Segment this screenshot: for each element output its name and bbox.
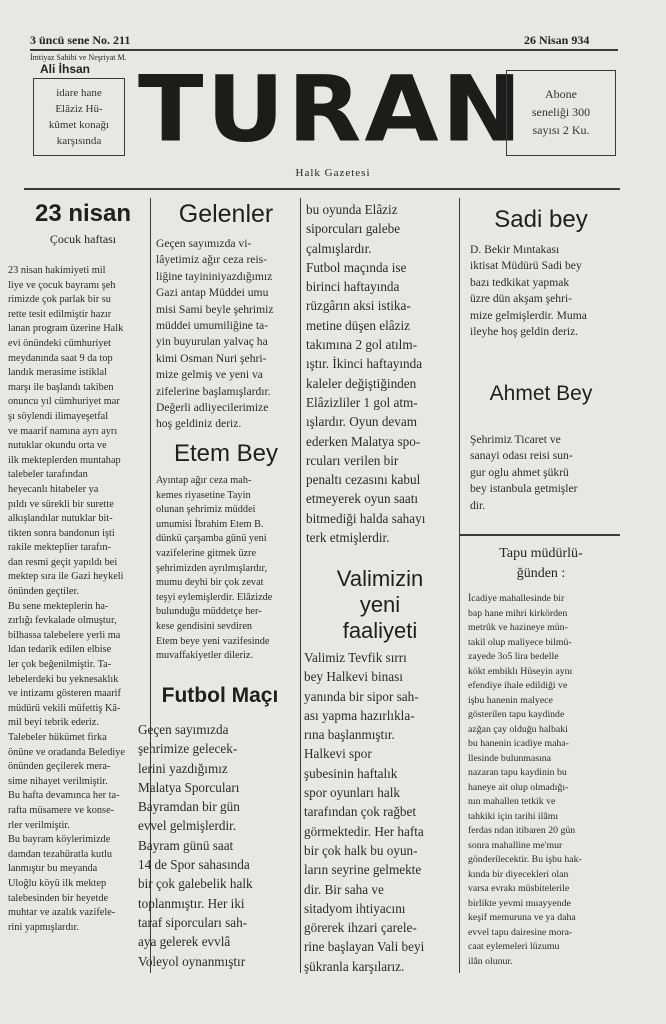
top-rule (30, 49, 618, 51)
text-line: vazifelerine gitmek üzre (156, 547, 257, 559)
title-line: Valimizin (336, 566, 424, 591)
text-line: nutuklar okundu orta ve (8, 440, 107, 452)
text-line: çalmışlardır. (306, 240, 372, 256)
column-divider (300, 198, 301, 973)
text-line: Gazi antap Müddei umu (156, 286, 269, 300)
masthead-rule (24, 188, 620, 190)
admin-line: kûmet konağı (48, 119, 110, 131)
text-line: ilân olunur. (468, 955, 513, 967)
text-line: Bu hafta devamınca her ta- (8, 790, 120, 802)
text-line: Bayramdan bir gün (138, 799, 240, 815)
text-line: ferdas ndan itibaren 20 gün (468, 825, 576, 836)
text-line: işbu hanenin malyece (468, 694, 553, 706)
text-line: şubesinin haftalık (304, 765, 398, 781)
text-line: haneye ait olup olmadığı- (468, 781, 569, 793)
text-line: Bayram günü saat (138, 837, 234, 853)
issue-date: 26 Nisan 934 (524, 33, 590, 47)
text-line: bey Halkevi binası (304, 669, 403, 685)
text-line: hoş geldiniz deriz. (156, 417, 242, 431)
article-title-ahmet-bey: Ahmet Bey (489, 382, 593, 405)
masthead-title: TURAN (138, 55, 525, 163)
text-line: rakile mekteplier tarafın- (8, 542, 111, 554)
text-line: siporcuları galebe (306, 221, 401, 237)
text-line: rüzgârın aksi istika- (306, 298, 411, 314)
text-line: ıştır. İkinci haftayında (306, 356, 423, 372)
text-line: ışlardır. Oyun devam (306, 414, 417, 430)
text-line: lebelerdeki bu yeknesaklık (8, 673, 119, 685)
issue-number: 3 üncü sene No. 211 (30, 33, 131, 47)
title-line: faaliyeti (342, 618, 418, 643)
text-line: caat eylemeleri lüzumu (468, 941, 560, 952)
column-divider (459, 198, 460, 973)
text-line: Bu sene mekteplerin ha- (8, 600, 109, 612)
text-line: Voleyol oynanmıştır (138, 953, 246, 969)
article-title-23-nisan: 23 nisan (34, 200, 132, 227)
text-line: 23 nisan hakimiyeti mil (8, 265, 106, 276)
subscription-line: sayısı 2 Ku. (532, 123, 590, 137)
text-line: bey istanbula getmişler (470, 482, 578, 496)
text-line: keşif memuruna ve ya daha (468, 912, 576, 923)
article-title-etem-bey: Etem Bey (173, 440, 279, 467)
article-body-ahmet-bey (470, 432, 620, 522)
text-line: rine başlayan Vali beyi (304, 939, 425, 955)
article-title-futbol-maci: Futbol Maçı (161, 684, 279, 707)
text-line: aya gelerek evvlâ (138, 934, 231, 950)
text-line: kese gendisini sevdiren (156, 620, 253, 632)
title-line: Tapu müdürlü- (499, 546, 583, 561)
text-line: azğan çay olduğu halbaki (468, 723, 568, 735)
article-body-etem-bey (156, 474, 298, 674)
article-title-gelenler: Gelenler (178, 200, 274, 228)
text-line: önünden geçilerek mera- (8, 761, 111, 773)
text-line: müdürü vekili müfettiş Kâ- (8, 702, 121, 714)
owner-label: İmtiyaz Sahibi ve Neşriyat M. (30, 53, 127, 62)
text-line: bulunduğu müddetçe her- (156, 606, 262, 618)
text-line: müddei umumiliğine ta- (156, 319, 269, 333)
text-line: Futbol maçında ise (306, 259, 407, 275)
text-line: önüne ve oradanda Belediye (8, 746, 125, 758)
article-title-sadi-bey: Sadi bey (494, 206, 588, 233)
text-line: ve maarif namına ayrı ayrı (8, 425, 118, 437)
text-line: birinci haftayında (306, 279, 400, 295)
text-line: pıldı ve sürekli bir surette (8, 498, 114, 510)
text-line: evvel gelmişlerdir. (138, 818, 237, 834)
text-line: tikten sonra bandonun işti (8, 527, 115, 539)
text-line: nazaran tapu kaydinin bu (468, 767, 567, 778)
text-line: zayede 3o5 lira bedelle (468, 651, 559, 662)
text-line: dünkü çarşamba günü yeni (156, 533, 267, 545)
text-line: şehrimize gelecek- (138, 741, 238, 757)
text-line: zifelerine başlamışlardır. (156, 384, 271, 398)
text-line: toplanmıştır. Her iki (138, 895, 245, 911)
article-body-sadi-bey (470, 242, 620, 352)
text-line: liğine tayininiyazdığımız (156, 269, 273, 283)
text-line: llesinde bulunmasına (468, 752, 551, 764)
text-line: bazı tedkikat yapmak (470, 275, 570, 289)
text-line: bilhassa talebelere yerli ma (8, 629, 121, 641)
text-line: lâyetimiz ağır ceza reis- (156, 253, 268, 267)
text-line: iktisat Müdürü Sadi bey (470, 259, 582, 273)
text-line: evi önündeki cümhuriyet (8, 337, 111, 349)
text-line: kında bir diyecekleri olan (468, 868, 569, 880)
text-line: lanmıştır bu meyanda (8, 863, 98, 875)
text-line: muvaffakiyetler dileriz. (156, 650, 254, 662)
text-line: şehrimizden ayrılmışlardır, (156, 562, 268, 574)
text-line: mize gelmiş ve yeni va (156, 368, 263, 382)
text-line: bu hanenin icadiye maha- (468, 738, 569, 749)
text-line: 14 de Spor sahasında (138, 857, 250, 873)
text-line: mektep sıra ile Gazi heykeli (8, 571, 124, 583)
text-line: birlikte yevmi muayyende (468, 897, 571, 909)
text-line: Şehrimiz Ticaret ve (470, 433, 561, 446)
text-line: rler verilmiştir. (8, 819, 70, 831)
subscription-line: seneliği 300 (531, 105, 591, 119)
text-line: bir çok galebelik halk (138, 876, 253, 892)
text-line: dir. (470, 498, 486, 512)
text-line: gur oglu ahmet şükrü (470, 465, 569, 479)
owner-name: Ali İhsan (40, 62, 91, 76)
text-line: rafta müsamere ve konse- (8, 804, 115, 816)
text-line: görmektedir. Her hafta (304, 823, 424, 839)
text-line: kökt embiklı Hüseyin aynı (468, 665, 573, 677)
text-line: şükranla karşılarız. (304, 958, 405, 974)
text-line: şı söylendi ilimayeşetfal (8, 410, 109, 422)
text-line: gösterilen tapu kaydinde (468, 709, 565, 720)
text-line: tahkiki için tarihi ilâmı (468, 810, 559, 822)
text-line: taraf siporcuları sah- (138, 914, 248, 930)
text-line: lerini yazdığımız (138, 760, 228, 776)
text-line: Geçen sayımızda (138, 722, 229, 737)
text-line: Bu bayram köylerimizde (8, 834, 111, 846)
text-line: bap hane mihri kirkörden (468, 607, 568, 619)
article-body-gelenler (156, 236, 298, 436)
text-line: Malatya Sporcuları (138, 779, 240, 795)
text-line: ası yapma hazırlıkla- (304, 707, 415, 723)
text-line: gönderilecektir. Bu işbu hak- (468, 854, 582, 865)
text-line: onuncu yıl cümhuriyet mar (8, 396, 120, 408)
text-line: mil beyi tebrik ederiz. (8, 717, 99, 729)
text-line: dan resmi geçit yapıldı bei (8, 556, 118, 568)
title-line: yeni (359, 592, 401, 617)
text-line: tarafından çok rağbet (304, 804, 417, 820)
text-line: ların seyrine gelmekte (304, 862, 422, 878)
text-line: marşı ile başlandı takiben (8, 381, 114, 393)
text-line: takımına 2 gol atılm- (306, 337, 417, 353)
text-line: yanında bir sipor sah- (304, 688, 419, 704)
text-line: bu oyunda Elâziz (306, 202, 398, 217)
text-line: takil olup maliyece bilmü- (468, 636, 572, 648)
text-line: penaltı cezasını kabul (306, 472, 421, 488)
tagline: Halk Gazetesi (295, 167, 371, 179)
text-line: metrûk ve hazineye mün- (468, 622, 568, 633)
text-line: sime nihayet verilmiştir. (8, 775, 108, 787)
text-line: umumisi İbrahim Etem B. (156, 518, 264, 530)
text-line: terk etmişlerdir. (306, 530, 390, 546)
text-line: rına başlanmıştır. (304, 727, 395, 743)
text-line: Geçen sayımızda vi- (156, 237, 252, 250)
text-line: teşyi eylemişlerdir. Elâzizde (156, 591, 273, 603)
text-line: bir çok halk bu oyun- (304, 842, 418, 858)
text-line: evvel tapu dairesine mora- (468, 926, 573, 938)
text-line: misi Sami beyle şehrimiz (156, 302, 274, 316)
text-line: sanayi odası reisi sun- (470, 449, 573, 463)
text-line: ler çok beğenilmiştir. Ta- (8, 659, 112, 671)
text-line: talebesinden bir heyetde (8, 892, 109, 904)
text-line: talebeler tarafından (8, 469, 88, 481)
section-rule (460, 534, 620, 536)
text-line: kaleler değiştiğinden (306, 375, 417, 391)
text-line: rcuları verilen bir (306, 452, 399, 468)
text-line: Talebeler hükümet firka (8, 732, 107, 743)
text-line: Etem beye yeni vazifesinde (156, 635, 270, 647)
text-line: ederken Malatya spo- (306, 433, 421, 449)
text-line: mumu deyhi bir çok zevat (156, 577, 264, 589)
article-body-valimizin (304, 648, 456, 983)
text-line: Valimiz Tevfik sırrı (304, 650, 407, 665)
text-line: alkışlandılar nutuklar bit- (8, 513, 113, 525)
text-line: nın mahallen tetkik ve (468, 796, 556, 807)
text-line: meydanında saat 9 da top (8, 352, 113, 364)
text-line: Ayıntap ağır ceza mah- (156, 475, 252, 486)
text-line: sitadyom ihtiyacını (304, 900, 406, 916)
subscription-line: Abone (545, 87, 577, 101)
text-line: rette tesit edilmiştir hazır (8, 308, 112, 320)
text-line: D. Bekir Mıntakası (470, 243, 560, 256)
text-line: damdan tezahüratla kutlu (8, 848, 113, 860)
administration-box (33, 78, 125, 156)
text-line: spor oyunları halk (304, 785, 400, 801)
text-line: Elâzizliler 1 gol atm- (306, 394, 418, 410)
text-line: önünden geçtiler. (8, 586, 79, 598)
text-line: görerek ihzari çarele- (304, 920, 417, 936)
text-line: mize gelmişlerdir. Muma (470, 308, 587, 322)
title-line: ğünden : (516, 566, 566, 581)
text-line: olunan şehrimiz müddei (156, 504, 256, 516)
text-line: Halkevi spor (304, 746, 372, 762)
text-line: ileyhe hoş geldin deriz. (470, 325, 579, 339)
article-body-tapu (468, 592, 620, 992)
text-line: landık merasime istiklal (8, 367, 107, 379)
text-line: lanan program üzerine Halk (8, 323, 124, 335)
text-line: kimi Osman Nuri şehri- (156, 351, 267, 365)
text-line: liye ve çocuk bayramı şeh (8, 279, 116, 291)
text-line: ilk mekteplerden muntahap (8, 454, 121, 466)
article-body-futbol-continued (306, 200, 456, 550)
text-line: rimizde çok parlak bir su (8, 294, 111, 306)
text-line: ldan tedarik edilen elbise (8, 644, 112, 656)
text-line: sonra mahalline me'mur (468, 839, 563, 851)
text-line: kemes riyasetine Tayin (156, 489, 251, 501)
text-line: heyecanlı hitabeler ya (8, 483, 99, 495)
admin-line: idare hane (56, 87, 102, 99)
text-line: İcadiye mahallesinde bir (468, 593, 565, 604)
text-line: metine düşen elâziz (306, 317, 410, 333)
text-line: muhtar ve azalık vazifele- (8, 907, 116, 919)
text-line: Uloğlu köyü ilk mektep (8, 877, 107, 889)
article-body-23-nisan (8, 264, 146, 964)
subscription-box (506, 70, 616, 156)
text-line: rini yapmışlardır. (8, 921, 79, 933)
text-line: varsa evrakı müsbitelerile (468, 883, 570, 894)
admin-line: Elâziz Hü- (55, 103, 103, 115)
text-line: etmeyerek oyun saatı (306, 491, 419, 507)
text-line: efendiye ihale edildiği ve (468, 680, 568, 691)
text-line: Değerli adliyecilerimize (156, 401, 269, 415)
article-body-futbol-maci (138, 720, 298, 980)
article-title-tapu (462, 544, 620, 584)
text-line: üzre dün akşam şehri- (470, 292, 573, 306)
text-line: dir. Bir saha ve (304, 881, 384, 897)
text-line: bitmediği halda sahayı (306, 510, 426, 526)
text-line: ve intizamı gösteren maarif (8, 688, 121, 700)
text-line: yin buyurulan yalvaç ha (156, 335, 268, 349)
admin-line: karşısında (56, 135, 102, 147)
article-title-valimizin (302, 566, 458, 644)
article-subtitle: Çocuk haftası (49, 232, 117, 246)
text-line: zırlığı fevkalade olmuştur, (8, 615, 117, 627)
